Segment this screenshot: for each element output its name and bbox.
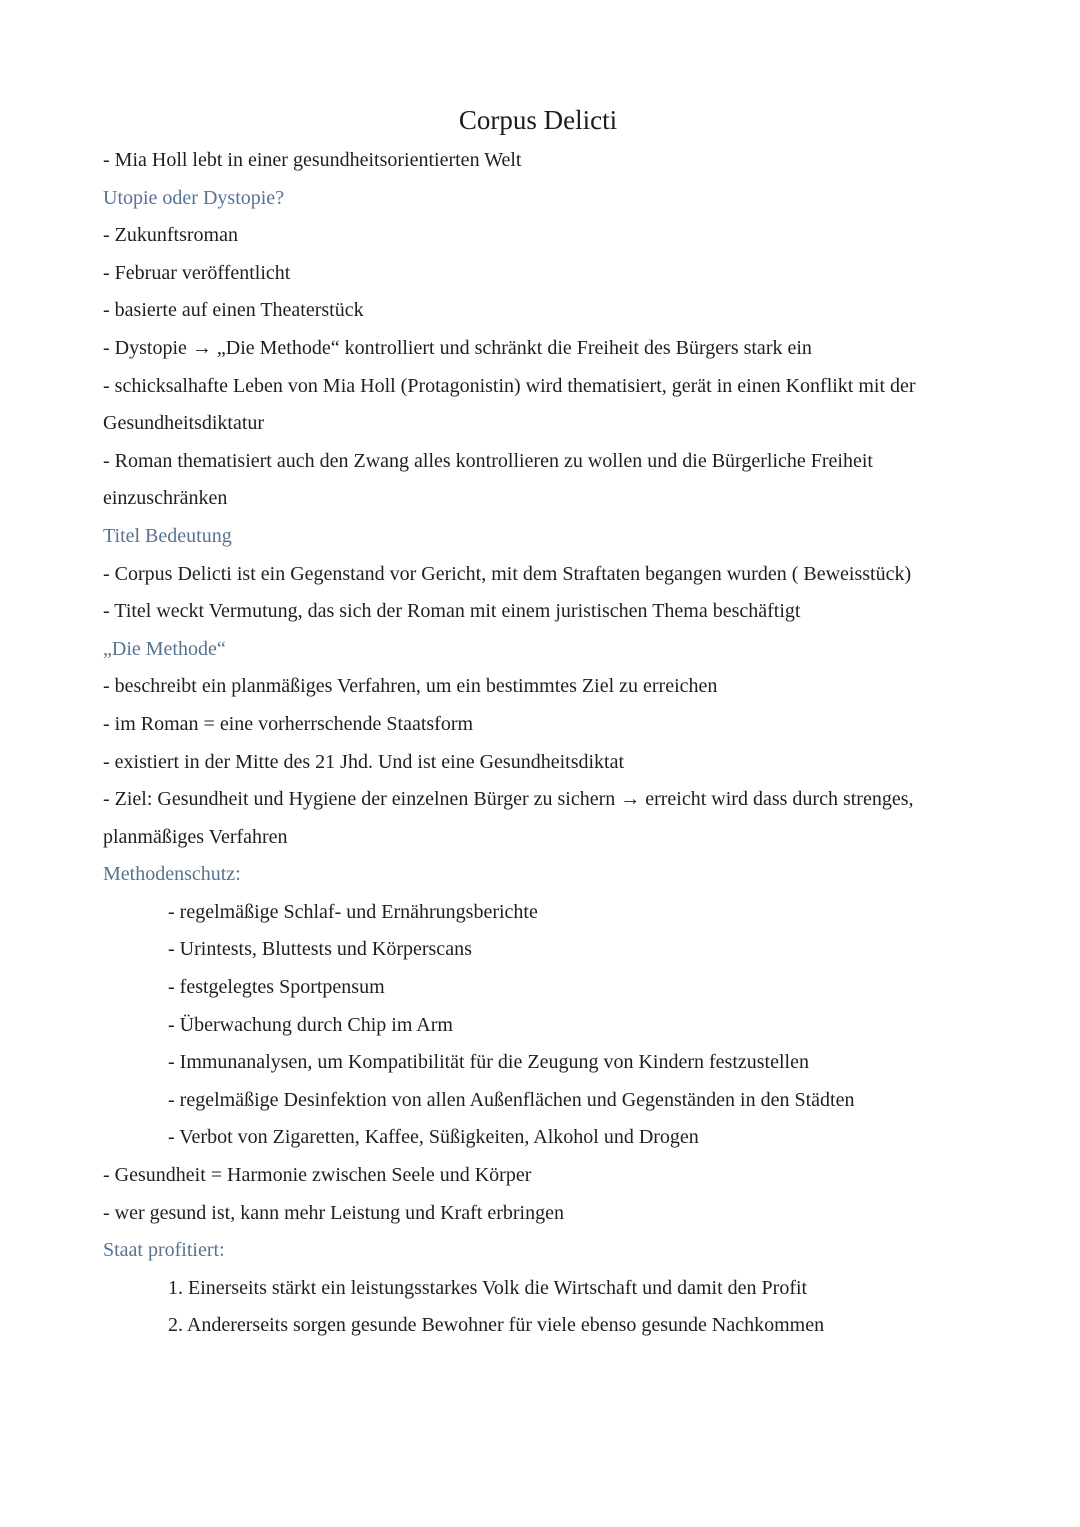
indented-list-item: - Verbot von Zigaretten, Kaffee, Süßigkeiten, Alkohol und Drogen: [168, 1126, 699, 1149]
section-heading-methode: „Die Methode“: [103, 637, 226, 660]
text-line: - Roman thematisiert auch den Zwang alles kontrollieren zu wollen und die Bürgerliche Freiheit einzuschränken: [103, 449, 873, 510]
text-line: - Gesundheit = Harmonie zwischen Seele und Körper: [103, 1164, 532, 1187]
indented-list-item: - Urintests, Bluttests und Körperscans: [168, 938, 472, 961]
text-line: - existiert in der Mitte des 21 Jhd. Und ist eine Gesundheitsdiktat: [103, 750, 625, 773]
text-line: - wer gesund ist, kann mehr Leistung und Kraft erbringen: [103, 1201, 564, 1224]
section-heading-methodenschutz: Methodenschutz:: [103, 863, 241, 886]
text-line: - schicksalhafte Leben von Mia Holl (Protagonistin) wird thematisiert, gerät in einen Konflikt mit der Gesundheitsdiktatur: [103, 374, 916, 435]
text-line: - im Roman = eine vorherrschende Staatsform: [103, 712, 474, 735]
text-line: - Corpus Delicti ist ein Gegenstand vor Gericht, mit dem Straftaten begangen wurden ( Beweisstück): [103, 562, 912, 585]
text-line: - Zukunftsroman: [103, 224, 238, 247]
numbered-list-item: 1. Einerseits stärkt ein leistungsstarkes Volk die Wirtschaft und damit den Profit: [168, 1276, 808, 1299]
text-line: - Februar veröffentlicht: [103, 261, 291, 284]
text-line: - Ziel: Gesundheit und Hygiene der einzelnen Bürger zu sichern → erreicht wird dass durch strenges, planmäßiges Verfahren: [103, 788, 914, 848]
section-heading-staat: Staat profitiert:: [103, 1239, 225, 1262]
section-heading-utopie: Utopie oder Dystopie?: [103, 186, 285, 209]
text-line: - Titel weckt Vermutung, das sich der Roman mit einem juristischen Thema beschäftigt: [103, 600, 801, 623]
indented-list-item: - festgelegtes Sportpensum: [168, 976, 385, 999]
numbered-list-item: 2. Andererseits sorgen gesunde Bewohner für viele ebenso gesunde Nachkommen: [168, 1314, 825, 1337]
indented-list-item: - regelmäßige Desinfektion von allen Außenflächen und Gegenständen in den Städten: [168, 1088, 855, 1111]
text-line: - basierte auf einen Theaterstück: [103, 299, 364, 322]
indented-list-item: - regelmäßige Schlaf- und Ernährungsberichte: [168, 900, 538, 923]
indented-list-item: - Überwachung durch Chip im Arm: [168, 1013, 453, 1036]
text-line: - Mia Holl lebt in einer gesundheitsorientierten Welt: [103, 149, 522, 171]
text-line: - Dystopie → „Die Methode“ kontrolliert und schränkt die Freiheit des Bürgers stark ein: [103, 336, 812, 359]
document-title: Corpus Delicti: [458, 105, 618, 135]
document-page: [103, 100, 973, 1345]
section-heading-titel: Titel Bedeutung: [103, 524, 232, 547]
text-line: - beschreibt ein planmäßiges Verfahren, um ein bestimmtes Ziel zu erreichen: [103, 675, 718, 698]
indented-list-item: - Immunanalysen, um Kompatibilität für die Zeugung von Kindern festzustellen: [168, 1051, 809, 1074]
